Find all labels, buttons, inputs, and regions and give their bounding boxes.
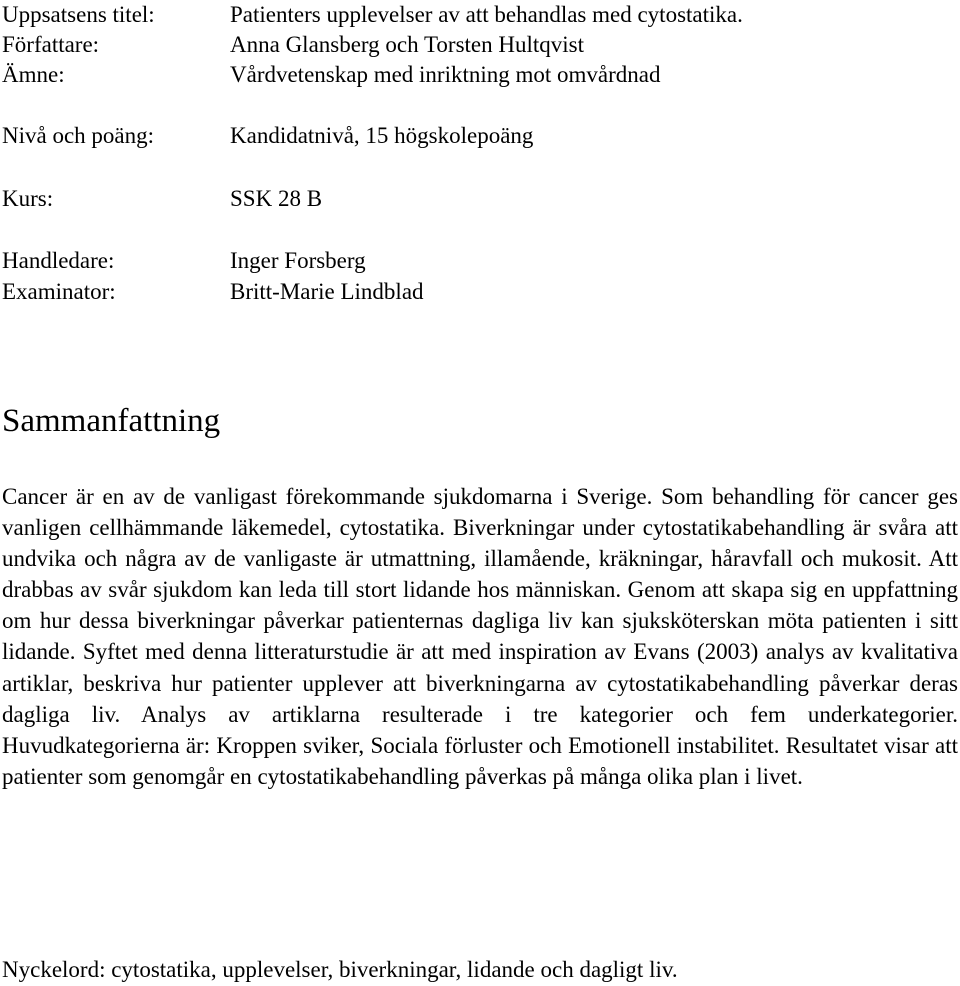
meta-label: Ämne:	[2, 62, 65, 87]
meta-value: Britt-Marie Lindblad	[230, 279, 424, 304]
meta-label: Nivå och poäng:	[2, 123, 155, 148]
meta-row-examiner	[2, 277, 424, 307]
meta-row-subject	[2, 60, 661, 90]
meta-value: SSK 28 B	[230, 186, 323, 211]
meta-row-level	[2, 121, 533, 151]
meta-row-authors	[2, 30, 584, 60]
meta-value: Anna Glansberg och Torsten Hultqvist	[230, 32, 584, 57]
meta-label: Examinator:	[2, 279, 116, 304]
meta-row-supervisor	[2, 246, 366, 276]
keywords: Nyckelord: cytostatika, upplevelser, biverkningar, lidande och dagligt liv.	[2, 957, 678, 982]
meta-row-title	[2, 0, 743, 30]
meta-label: Handledare:	[2, 248, 115, 273]
meta-value: Kandidatnivå, 15 högskolepoäng	[230, 123, 534, 148]
summary-heading: Sammanfattning	[2, 403, 221, 439]
meta-value: Patienters upplevelser av att behandlas med cytostatika.	[230, 2, 743, 27]
meta-row-course	[2, 184, 322, 214]
meta-value: Inger Forsberg	[230, 248, 366, 273]
meta-label: Kurs:	[2, 186, 54, 211]
meta-label: Uppsatsens titel:	[2, 2, 155, 27]
summary-text: Cancer är en av de vanligast förekommande sjukdomarna i Sverige. Som behandling för cancer ges vanligen cellhämmande läkemedel, cytostatika. Biverkningar under cytostatikabehandling är svåra att undvika och några av de vanligaste är utmattning, illamående, kräkningar, håravfall och mukosit. Att drabbas av svår sjukdom kan leda till stort lidande hos människan. Genom att skapa sig en uppfattning om hur dessa biverkningar påverkar patienternas dagliga liv kan sjuksköterskan möta patienten i sitt lidande. Syftet med denna litteraturstudie är att med inspiration av Evans (2003) analys av kvalitativa artiklar, beskriva hur patienter upplever att biverkningarna av cytostatikabehandling påverkar deras dagliga liv. Analys av artiklarna resulterade i tre kategorier och fem underkategorier. Huvudkategorierna är: Kroppen sviker, Sociala förluster och Emotionell instabilitet. Resultatet visar att patienter som genomgår en cytostatikabehandling påverkas på många olika plan i livet.	[2, 484, 958, 789]
meta-value: Vårdvetenskap med inriktning mot omvårdnad	[230, 62, 661, 87]
meta-label: Författare:	[2, 32, 100, 57]
